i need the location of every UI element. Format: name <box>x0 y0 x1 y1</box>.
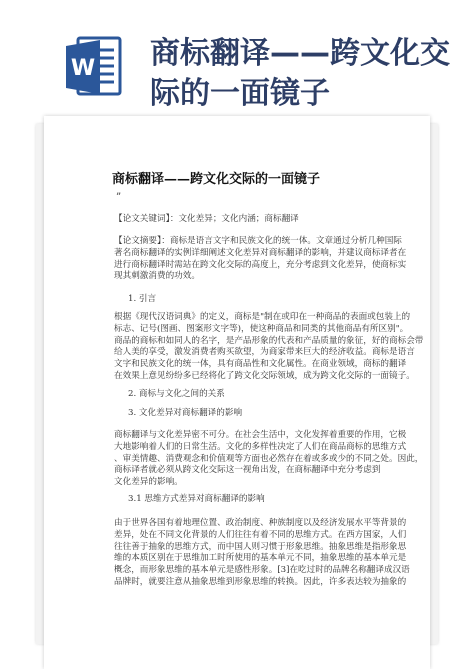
intro-line: 给人美的享受，激发消费者购买欲望，为商家带来巨大的经济收益。商标是语言 <box>114 347 415 358</box>
abstract-paragraph <box>114 236 406 283</box>
section-heading-intro: 1. 引言 <box>128 294 157 304</box>
header-banner <box>0 0 474 118</box>
intro-line: 在效果上意见纷纷多已经将化了跨文化交际领域，成为跨文化交际的一面镜子。 <box>114 370 415 381</box>
section-heading-thinking: 3.1 思维方式差异对商标翻译的影响 <box>128 494 265 504</box>
thinking-line: 由于世界各国有着地理位置、政治制度、种族制度以及经济发展水平等背景的 <box>114 518 407 528</box>
intro-line: 商品的商标和如同人的名字，是产品形象的代表和产品质量的象征，好的商标会带 <box>114 335 424 346</box>
abstract-line: 【论文摘要】：商标是语言文字和民族文化的统一体。文章通过分析几种国际 <box>114 236 402 246</box>
section-heading-relation: 2. 商标与文化之间的关系 <box>128 389 225 399</box>
abstract-line: 现其刺激消费的功效。 <box>114 271 200 282</box>
thinking-line: 概念，而形象思维的基本单元是感性形象。[3]在吃过时的品牌名称翻译成汉语 <box>114 565 410 576</box>
cultural-line: 商标译者就必须从跨文化交际这一视角出发，在商标翻译中充分考虑到 <box>114 465 381 476</box>
word-icon-letter: W <box>70 56 96 81</box>
abstract-line: 进行商标翻译时需站在跨文化交际的高度上，充分考虑到文化差异，使商标实 <box>114 259 407 270</box>
cultural-line: 文化差异的影响。 <box>114 477 183 488</box>
cultural-line: 商标翻译与文化差异密不可分。在社会生活中，文化发挥着重要的作用，它极 <box>114 430 407 440</box>
keywords-line: 【论文关键词】：文化差异；文化内涵；商标翻译 <box>114 214 299 224</box>
thinking-paragraph <box>114 518 410 589</box>
section-heading-cultural-difference: 3. 文化差异对商标翻译的影响 <box>128 408 243 418</box>
cultural-line: 、审美情趣、消费观念和价值观等方面也必然存在着或多或少的不同之处。因此， <box>114 453 424 464</box>
thinking-line: 维的本质区别在于思维加工时所使用的基本单元不同，抽象思维的基本单元是 <box>114 553 407 564</box>
thinking-line: 往往善于抽象的思维方式，而中国人则习惯于形象思维。抽象思维是指形象思 <box>114 541 407 552</box>
cultural-line: 大地影响着人们的日常生活。文化的多样性决定了人们在商品商标的思维方式 <box>114 441 407 452</box>
abstract-line: 著名商标翻译的实例详细阐述文化差异对商标翻译的影响，并建议商标译者在 <box>114 247 407 258</box>
banner-title-line-1: 商标翻译——跨文化交 <box>150 36 450 71</box>
intro-line: 根据《现代汉语词典》的定义，商标是"制在或印在一种商品的表面或包装上的 <box>114 312 411 322</box>
document-page <box>44 116 430 669</box>
quote-mark: ” <box>116 192 122 203</box>
word-document-icon <box>64 36 122 98</box>
thinking-line: 品牌时，就要注意从抽象思维到形象思维的转换。因此，许多表达较为抽象的 <box>114 576 407 587</box>
document-title: 商标翻译——跨文化交际的一面镜子 <box>112 172 321 187</box>
intro-line: 标志、记号(图画、图案形文字等)，使这种商品和同类的其他商品有所区别"。 <box>114 323 409 334</box>
cultural-paragraph <box>114 430 423 489</box>
intro-line: 文字和民族文化的统一体，具有商品性和文化属性。在商业领域，商标的翻译 <box>114 359 407 370</box>
banner-title-line-2: 际的一面镜子 <box>150 76 330 111</box>
intro-paragraph <box>114 312 423 383</box>
thinking-line: 差异，处在不同文化背景的人们往往有着不同的思维方式。在西方国家，人们 <box>114 529 407 540</box>
